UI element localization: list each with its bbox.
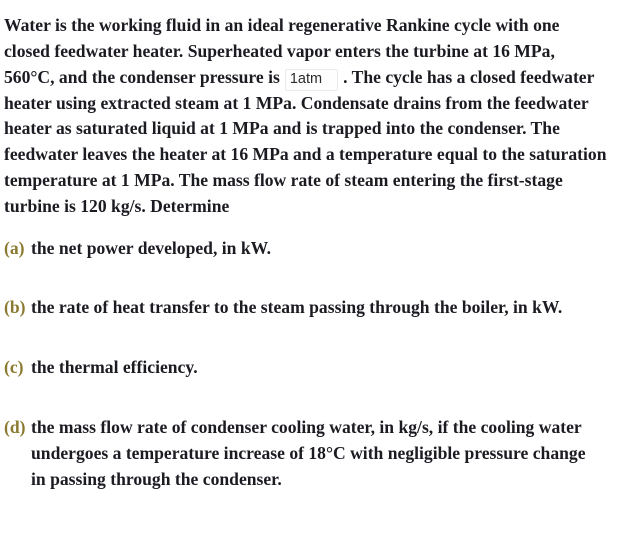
question-item-a [4,236,620,262]
question-item-c-label: (c) [4,357,24,378]
question-item-d-line-2: undergoes a temperature increase of 18°C with negligible pressure change [31,442,586,463]
question-item-d-label: (d) [4,416,26,437]
question-item-d [4,415,620,492]
intro-paragraph [4,13,620,220]
question-item-a-text: the net power developed, in kW. [31,237,271,258]
intro-line-8: turbine is 120 kg/s. Determine [4,195,230,216]
question-item-d-line-3: in passing through the condenser. [31,468,282,489]
question-item-c [4,355,620,381]
question-item-b [4,295,620,321]
intro-line-1: Water is the working fluid in an ideal regenerative Rankine cycle with one [4,15,560,35]
intro-line-3-post: . The cycle has a closed feedwater [343,66,595,87]
intro-line-4: heater using extracted steam at 1 MPa. Condensate drains from the feedwater [4,92,589,113]
question-item-a-label: (a) [4,237,25,258]
condenser-pressure-input[interactable]: 1atm [285,69,338,91]
intro-line-2: closed feedwater heater. Superheated vapor enters the turbine at 16 MPa, [4,40,555,61]
intro-line-7: temperature at 1 MPa. The mass flow rate of steam entering the first-stage [4,169,563,190]
intro-line-3 [4,65,620,91]
intro-line-6: feedwater leaves the heater at 16 MPa and a temperature equal to the saturation [4,144,607,165]
question-item-d-text [31,415,586,492]
question-item-b-label: (b) [4,297,26,318]
question-item-d-line-1: the mass flow rate of condenser cooling water, in kg/s, if the cooling water [31,416,582,437]
question-item-b-text: the rate of heat transfer to the steam passing through the boiler, in kW. [31,297,563,318]
intro-line-3-pre: 560°C, and the condenser pressure is [4,66,280,87]
intro-line-5: heater as saturated liquid at 1 MPa and is trapped into the condenser. The [4,118,560,139]
question-item-c-text: the thermal efficiency. [31,357,198,378]
